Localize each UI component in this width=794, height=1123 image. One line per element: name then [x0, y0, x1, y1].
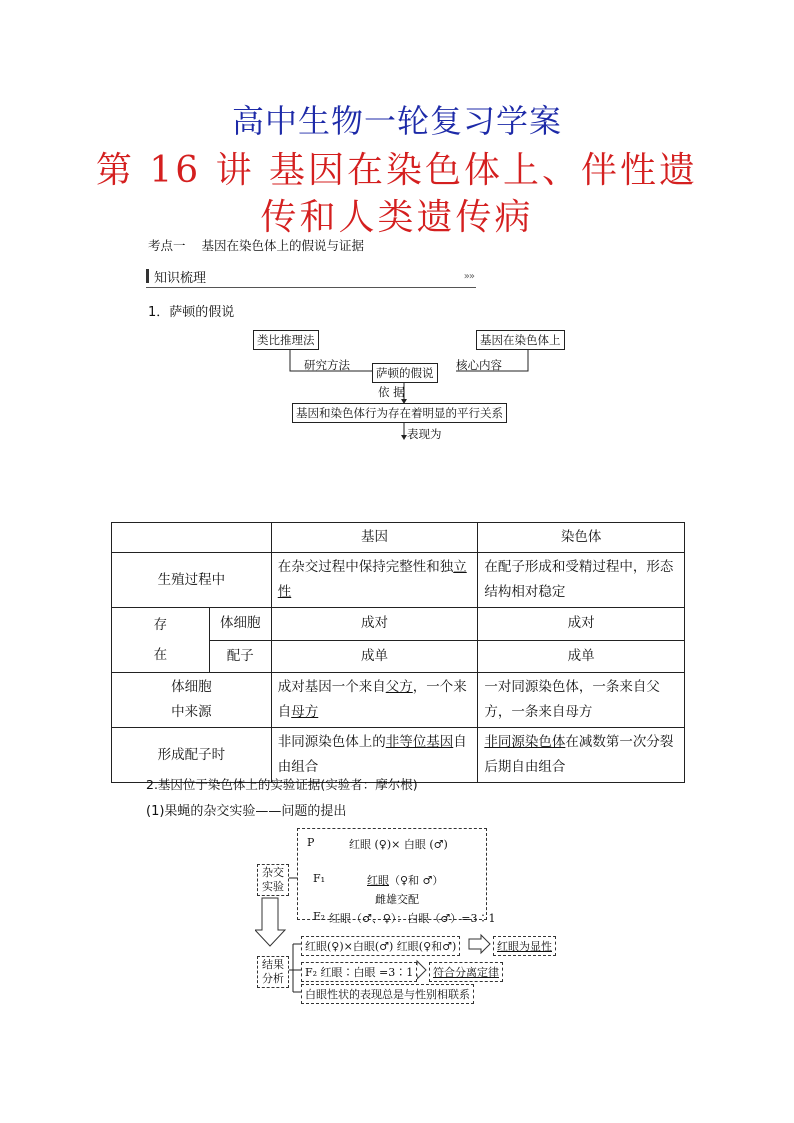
result-label-1: 结果 — [262, 958, 284, 971]
section-header — [146, 265, 476, 288]
shown-as-label: 表现为 — [407, 427, 442, 441]
lecture-title-line1: 第 16 讲 基因在染色体上、伴性遗 — [95, 150, 699, 191]
cell-text: 自由组合 — [277, 734, 467, 775]
heading-sutton: 1．萨顿的假说 — [148, 305, 235, 320]
table-cell — [478, 728, 685, 783]
row-label-line2: 中来源 — [171, 704, 212, 720]
table-cell: 成单 — [271, 640, 478, 673]
basis-label: 依 据 — [378, 385, 405, 399]
method-label: 研究方法 — [304, 358, 350, 372]
row-label — [112, 673, 272, 728]
f2-ratio-text: 红眼（♂、♀）：白眼（♂）=3∶1 — [329, 912, 496, 925]
result-label-box — [257, 956, 289, 988]
table-row — [112, 673, 685, 728]
cell-text: 非同源染色体上的 — [277, 734, 386, 750]
table-cell: 成单 — [478, 640, 685, 673]
table-cell — [271, 673, 478, 728]
row-label-line1: 体细胞 — [171, 679, 212, 695]
dominant-text: 红眼为显性 — [497, 940, 552, 953]
section-bar — [146, 269, 149, 283]
kaodian-label: 考点一 — [148, 238, 186, 253]
cell-text-underlined: 父方 — [385, 679, 413, 695]
table-header-cell — [112, 523, 272, 553]
f1-sex: （♀和 ♂） — [389, 874, 444, 887]
cell-text-underlined: 非同源染色体 — [484, 734, 566, 750]
cell-text-underlined: 立性 — [277, 559, 467, 600]
table-cell: 成对 — [271, 608, 478, 641]
method-box: 类比推理法 — [253, 330, 319, 350]
segregation-text: 符合分离定律 — [433, 966, 499, 979]
table-row — [112, 553, 685, 608]
f1-red-eye: 红眼 — [367, 874, 389, 887]
result-row-2: F₂ 红眼∶白眼 =3∶1 — [301, 962, 417, 982]
table-row — [112, 608, 685, 641]
heading-morgan: 2.基因位于染色体上的实验证据(实验者：摩尔根) — [146, 777, 418, 792]
document-title: 高中生物一轮复习学案 — [231, 102, 562, 140]
gene-chromosome-table — [111, 522, 685, 783]
p-label: P — [307, 836, 315, 849]
table-header-row — [112, 523, 685, 553]
mating-label: 雌雄交配 — [375, 893, 419, 906]
f1-text — [367, 872, 443, 888]
table-header-gene: 基因 — [271, 523, 478, 553]
parallel-box: 基因和染色体行为存在着明显的平行关系 — [292, 403, 507, 423]
result-row-1: 红眼(♀)×白眼(♂) 红眼(♀和♂) — [301, 936, 460, 956]
p-cross-text: 红眼 (♀)× 白眼 (♂) — [349, 838, 448, 851]
cell-text: 成对基因一个来自 — [277, 679, 386, 695]
cross-label-box — [257, 864, 289, 896]
table-cell — [271, 553, 478, 608]
cell-text: ，一个来自 — [277, 679, 467, 720]
row-outer-label — [112, 608, 210, 673]
sutton-diagram — [250, 326, 580, 446]
result-row-3: 白眼性状的表现总是与性别相联系 — [301, 984, 474, 1004]
fruitfly-diagram — [255, 826, 555, 1006]
kaodian-heading — [148, 236, 376, 254]
cell-text-underlined: 非等位基因 — [385, 734, 454, 750]
lecture-title-line2: 传和人类遗传病 — [260, 197, 534, 238]
f1-label: F₁ — [313, 872, 326, 885]
row-label: 生殖过程中 — [112, 553, 272, 608]
outer-char-2: 在 — [153, 647, 168, 663]
result-dominant-box — [493, 936, 556, 956]
cell-text: 在减数第一次分裂后期自由组合 — [484, 734, 674, 775]
cross-label-1: 杂交 — [262, 866, 284, 879]
outer-char-1: 存 — [153, 617, 168, 633]
kaodian-title: 基因在染色体上的假说与证据 — [201, 238, 365, 253]
row-label: 体细胞 — [209, 608, 271, 641]
table-header-chromosome: 染色体 — [478, 523, 685, 553]
f2-label: F₂ — [313, 910, 326, 923]
sutton-hypothesis-box: 萨顿的假说 — [372, 363, 438, 383]
cell-text: 在杂交过程中保持完整性和独 — [277, 559, 454, 575]
cross-label-2: 实验 — [262, 880, 284, 893]
section-title: 知识梳理 — [154, 271, 207, 286]
row-label: 形成配子时 — [112, 728, 272, 783]
row-label: 配子 — [209, 640, 271, 673]
result-label-2: 分析 — [262, 972, 284, 985]
heading-fruitfly: (1)果蝇的杂交实验——问题的提出 — [146, 804, 347, 819]
core-label: 核心内容 — [456, 358, 502, 372]
table-cell: 一对同源染色体，一条来自父方，一条来自母方 — [478, 673, 685, 728]
result-segregation-box — [429, 962, 503, 982]
table-cell: 成对 — [478, 608, 685, 641]
double-chevron-icon: »» — [463, 271, 474, 282]
core-content-box: 基因在染色体上 — [476, 330, 565, 350]
cell-text-underlined: 母方 — [291, 704, 319, 720]
table-cell: 在配子形成和受精过程中，形态结构相对稳定 — [478, 553, 685, 608]
